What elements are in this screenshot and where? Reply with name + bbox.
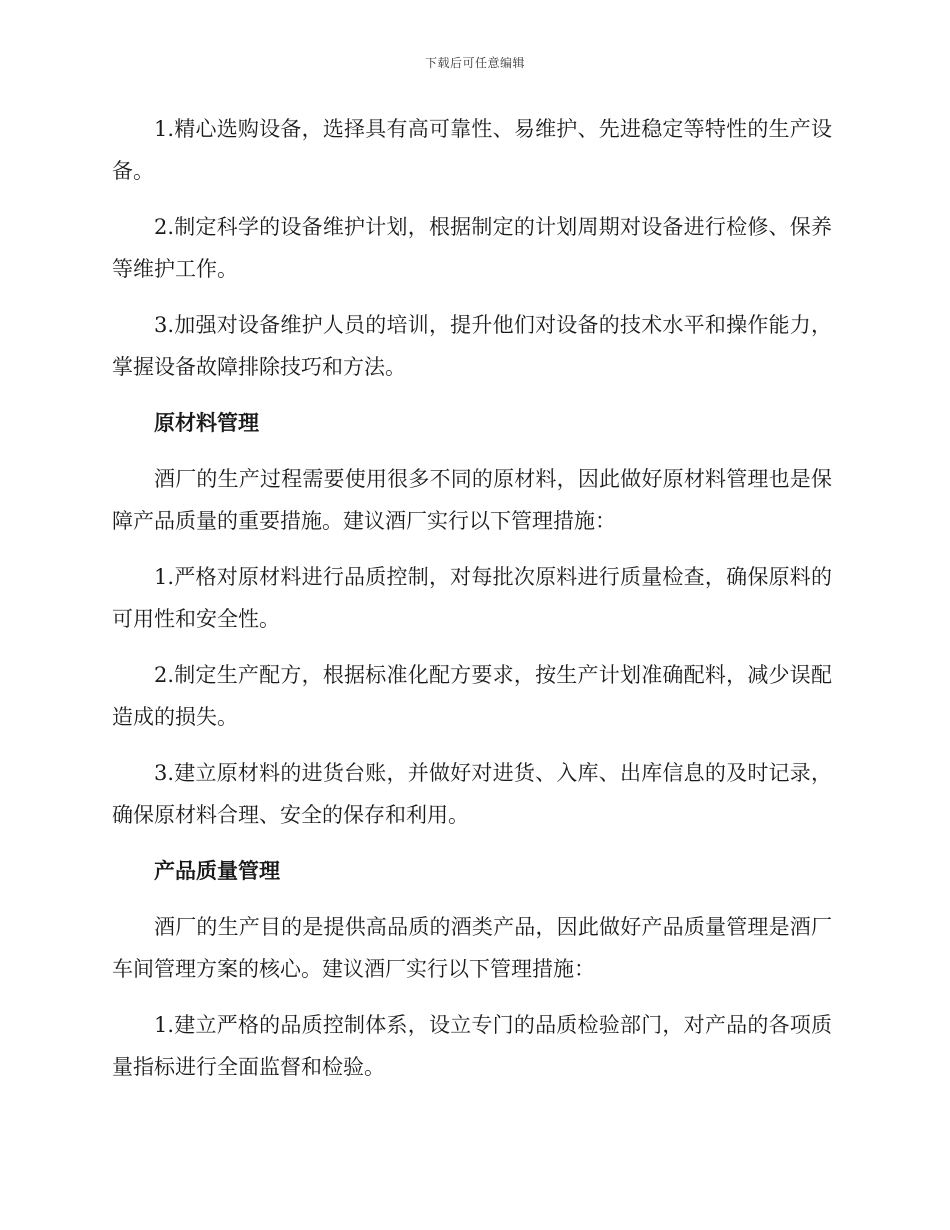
paragraph-raw-materials-2: 2.制定生产配方，根据标准化配方要求，按生产计划准确配料，减少误配造成的损失。	[112, 663, 832, 729]
section-heading-product-quality: 产品质量管理	[154, 859, 280, 883]
paragraph-product-quality-intro: 酒厂的生产目的是提供高品质的酒类产品，因此做好产品质量管理是酒厂车间管理方案的核心。建议酒厂实行以下管理措施：	[112, 915, 832, 981]
document-body	[112, 108, 832, 1102]
paragraph-product-quality-1: 1.建立严格的品质控制体系，设立专门的品质检验部门，对产品的各项质量指标进行全面监督和检验。	[112, 1013, 832, 1079]
section-heading-raw-materials: 原材料管理	[154, 411, 259, 435]
paragraph-raw-materials-3: 3.建立原材料的进货台账，并做好对进货、入库、出库信息的及时记录，确保原材料合理、安全的保存和利用。	[112, 761, 832, 827]
paragraph-equipment-2: 2.制定科学的设备维护计划，根据制定的计划周期对设备进行检修、保养等维护工作。	[112, 215, 832, 281]
paragraph-raw-materials-intro: 酒厂的生产过程需要使用很多不同的原材料，因此做好原材料管理也是保障产品质量的重要措施。建议酒厂实行以下管理措施：	[112, 467, 832, 533]
paragraph-equipment-3: 3.加强对设备维护人员的培训，提升他们对设备的技术水平和操作能力，掌握设备故障排除技巧和方法。	[112, 313, 832, 379]
paragraph-equipment-1: 1.精心选购设备，选择具有高可靠性、易维护、先进稳定等特性的生产设备。	[112, 117, 832, 183]
page-header: 下载后可任意编辑	[424, 56, 525, 70]
paragraph-raw-materials-1: 1.严格对原材料进行品质控制，对每批次原料进行质量检查，确保原料的可用性和安全性。	[112, 565, 832, 631]
